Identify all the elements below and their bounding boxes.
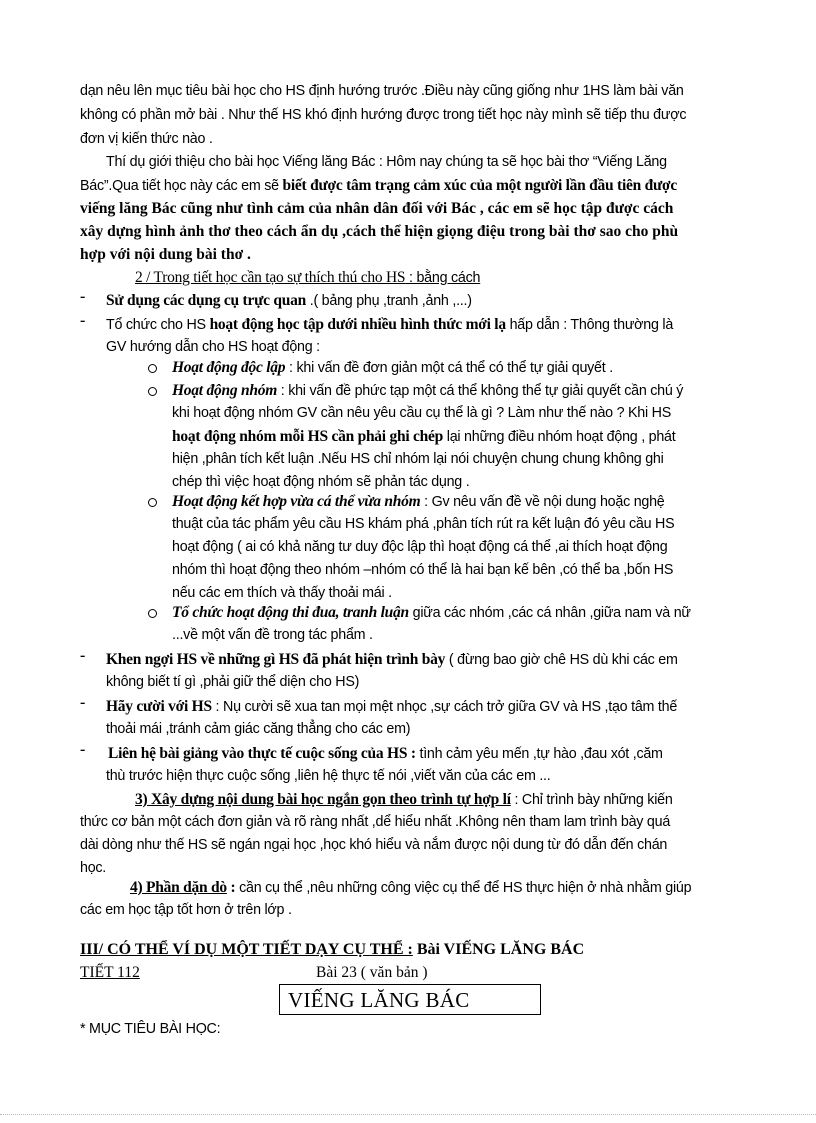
section3-line3: dài dòng như thế HS sẽ ngán ngại học ,học khó hiểu và nắm được nội dung từ đó dẫn đến chán [80, 837, 668, 853]
para2-line2 [80, 174, 677, 198]
para2-line2-bold: biết được tâm trạng cảm xúc của một người lần đầu tiên được [278, 177, 678, 194]
section3-line4: học. [80, 860, 107, 876]
bullet4-bold: Tổ chức hoạt động thi đua, tranh luận [172, 604, 409, 621]
bullet2-rest: : khi vấn đề phức tạp một cá thể không thể tự giải quyết cần chú ý [277, 383, 684, 399]
item-praise [106, 648, 678, 672]
section2-heading [135, 266, 480, 290]
dash-marker: - [80, 312, 86, 329]
item-praise-bold: Khen ngợi HS về những gì HS đã phát hiện trình bày [106, 651, 446, 668]
section-iii-rest: Bài VIẾNG LĂNG BÁC [412, 941, 585, 958]
item-link-bold: Liên hệ bài giảng vào thực tế cuộc sống của HS : [108, 745, 416, 762]
section4-line1 [130, 876, 691, 900]
item-organize-bold: hoạt động học tập dưới nhiều hình thức mới lạ [209, 316, 506, 333]
bullet2-line4: hiện ,phân tích kết luận .Nếu HS chỉ nhóm lại nói chuyện chung chung không ghi [172, 451, 664, 467]
item-organize-a: Tổ chức cho HS [106, 317, 210, 333]
bullet4-line2: ...về một vấn đề trong tác phẩm . [172, 627, 373, 643]
lesson-title: VIẾNG LĂNG BÁC [288, 988, 470, 1012]
para2-line5: hợp với nội dung bài thơ . [80, 246, 251, 263]
item-visual-aids-rest: .( bảng phụ ,tranh ,ảnh ,...) [306, 293, 472, 309]
bullet4-rest: giữa các nhóm ,các cá nhân ,giữa nam và nữ [408, 605, 691, 621]
dash-marker: - [80, 741, 86, 758]
bullet3-rest: : Gv nêu vấn đề về nội dung hoặc nghệ [420, 494, 665, 510]
item-smile-line2: thoải mái ,tránh cảm giác căng thẳng cho các em) [106, 721, 411, 737]
section3-line2: thức cơ bản một cách đơn giản và rõ ràng nhất ,dể hiểu nhất .Không nên tham lam trình bày quá [80, 814, 671, 830]
para1-line1: dạn nêu lên mục tiêu bài học cho HS định hướng trước .Điều này cũng giống như 1HS làm bài văn [80, 83, 684, 99]
page-bottom-rule [0, 1114, 816, 1115]
bullet2-line3 [172, 425, 675, 449]
bullet3-line5: nếu các em thích và thấy thoải mái . [172, 585, 392, 601]
section3-rest: : Chỉ trình bày những kiến [510, 792, 673, 808]
section2-heading-main: 2 / Trong tiết học cần tạo sự thích thú cho HS [135, 269, 406, 286]
bullet-circle [148, 387, 157, 396]
bullet3-line2: thuật của tác phẩm yêu cầu HS khám phá ,phân tích rút ra kết luận đó yêu cầu HS [172, 516, 675, 532]
bullet3-line3: hoạt động ( ai có khả năng tư duy độc lập thì hoạt động cá thể ,ai thích hoạt động [172, 539, 668, 555]
bullet2-line2: khi hoạt động nhóm GV cần nêu yêu cầu cụ thể là gì ? Làm như thế nào ? Khi HS [172, 405, 671, 421]
item-smile-bold: Hãy cười với HS [106, 698, 212, 715]
item-praise-rest: ( đừng bao giờ chê HS dù khi các em [445, 652, 678, 668]
bullet-circle [148, 609, 157, 618]
item-smile [106, 695, 677, 719]
bullet-circle [148, 364, 157, 373]
bullet2-line1 [172, 379, 683, 403]
dash-marker: - [80, 694, 86, 711]
item-link-rest: tình cảm yêu mến ,tự hào ,đau xót ,căm [415, 746, 663, 762]
item-organize [106, 313, 673, 337]
para1-line2: không có phần mở bài . Như thế HS khó định hướng được trong tiết học này mình sẽ tiếp thu được [80, 107, 687, 123]
bullet2-line3-rest: lại những điều nhóm hoạt động , phát [443, 429, 676, 445]
item-praise-line2: không biết tí gì ,phải giữ thể diện cho HS) [106, 674, 360, 690]
section4-colon: : [226, 879, 236, 896]
bullet1-rest: : khi vấn đề đơn giản một cá thể có thể tự giải quyết . [285, 360, 613, 376]
section-iii-line [80, 938, 584, 961]
item-link [108, 742, 663, 766]
section-iii-heading: III/ CÓ THỂ VÍ DỤ MỘT TIẾT DẠY CỤ THỂ : [80, 941, 413, 958]
section4-line2: các em học tập tốt hơn ở trên lớp . [80, 902, 292, 918]
bullet2-bold: Hoạt động nhóm [172, 382, 278, 399]
lesson-unit: Bài 23 ( văn bản ) [316, 964, 428, 981]
lesson-number: TIẾT 112 [80, 964, 140, 981]
bullet3-bold: Hoạt động kết hợp vừa cá thể vừa nhóm [172, 493, 421, 510]
item-organize-b: hấp dẫn : Thông thường là [505, 317, 674, 333]
item-link-line2: thù trước hiện thực cuộc sống ,liên hệ thực tế nói ,viết văn của các em ... [106, 768, 551, 784]
para2-line2-normal: Bác”.Qua tiết học này các em sẽ [80, 178, 279, 194]
item-smile-rest: : Nụ cười sẽ xua tan mọi mệt nhọc ,sự cách trở giữa GV và HS ,tạo tâm thế [211, 699, 678, 715]
item-organize-line2: GV hướng dẫn cho HS hoạt động : [106, 339, 320, 355]
section3-line1 [135, 788, 673, 812]
bullet2-line3-bold: hoạt động nhóm mỗi HS cần phải ghi chép [172, 428, 444, 445]
bullet2-line5: chép thì việc hoạt động nhóm sẽ phản tác dụng . [172, 474, 470, 490]
item-visual-aids-bold: Sử dụng các dụng cụ trực quan [106, 292, 306, 309]
section4-rest: cần cụ thể ,nêu những công việc cụ thể để HS thực hiện ở nhà nhằm giúp [235, 880, 692, 896]
bullet1-bold: Hoạt động độc lập [172, 359, 286, 376]
objectives-heading: * MỤC TIÊU BÀI HỌC: [80, 1021, 221, 1037]
bullet3-line4: nhóm thì hoạt động theo nhóm –nhóm có thể là hai bạn kế bên ,có thể ba ,bốn HS [172, 562, 674, 578]
section4-heading: 4) Phần dặn dò [130, 879, 227, 896]
para1-line3: đơn vị kiến thức nào . [80, 131, 213, 147]
dash-marker: - [80, 288, 86, 305]
lesson-title-box [279, 984, 541, 1015]
section3-heading: 3) Xây dựng nội dung bài học ngắn gọn theo trình tự hợp lí [135, 791, 511, 808]
para2-line1: Thí dụ giới thiệu cho bài học Viếng lăng Bác : Hôm nay chúng ta sẽ học bài thơ “Viếng Lăng [106, 154, 667, 170]
bullet1-line1 [172, 356, 613, 380]
bullet-circle [148, 498, 157, 507]
item-visual-aids [106, 289, 472, 313]
dash-marker: - [80, 647, 86, 664]
section2-heading-suffix: : bằng cách [405, 270, 481, 286]
bullet3-line1 [172, 490, 665, 514]
para2-line4: xây dựng hình ảnh thơ theo cách ẩn dụ ,cách thể hiện giọng điệu trong bài thơ sao cho phù [80, 223, 679, 240]
bullet4-line1 [172, 601, 691, 625]
para2-line3: viếng lăng Bác cũng như tình cảm của nhân dân đối với Bác , các em sẽ học tập được cách [80, 200, 674, 217]
